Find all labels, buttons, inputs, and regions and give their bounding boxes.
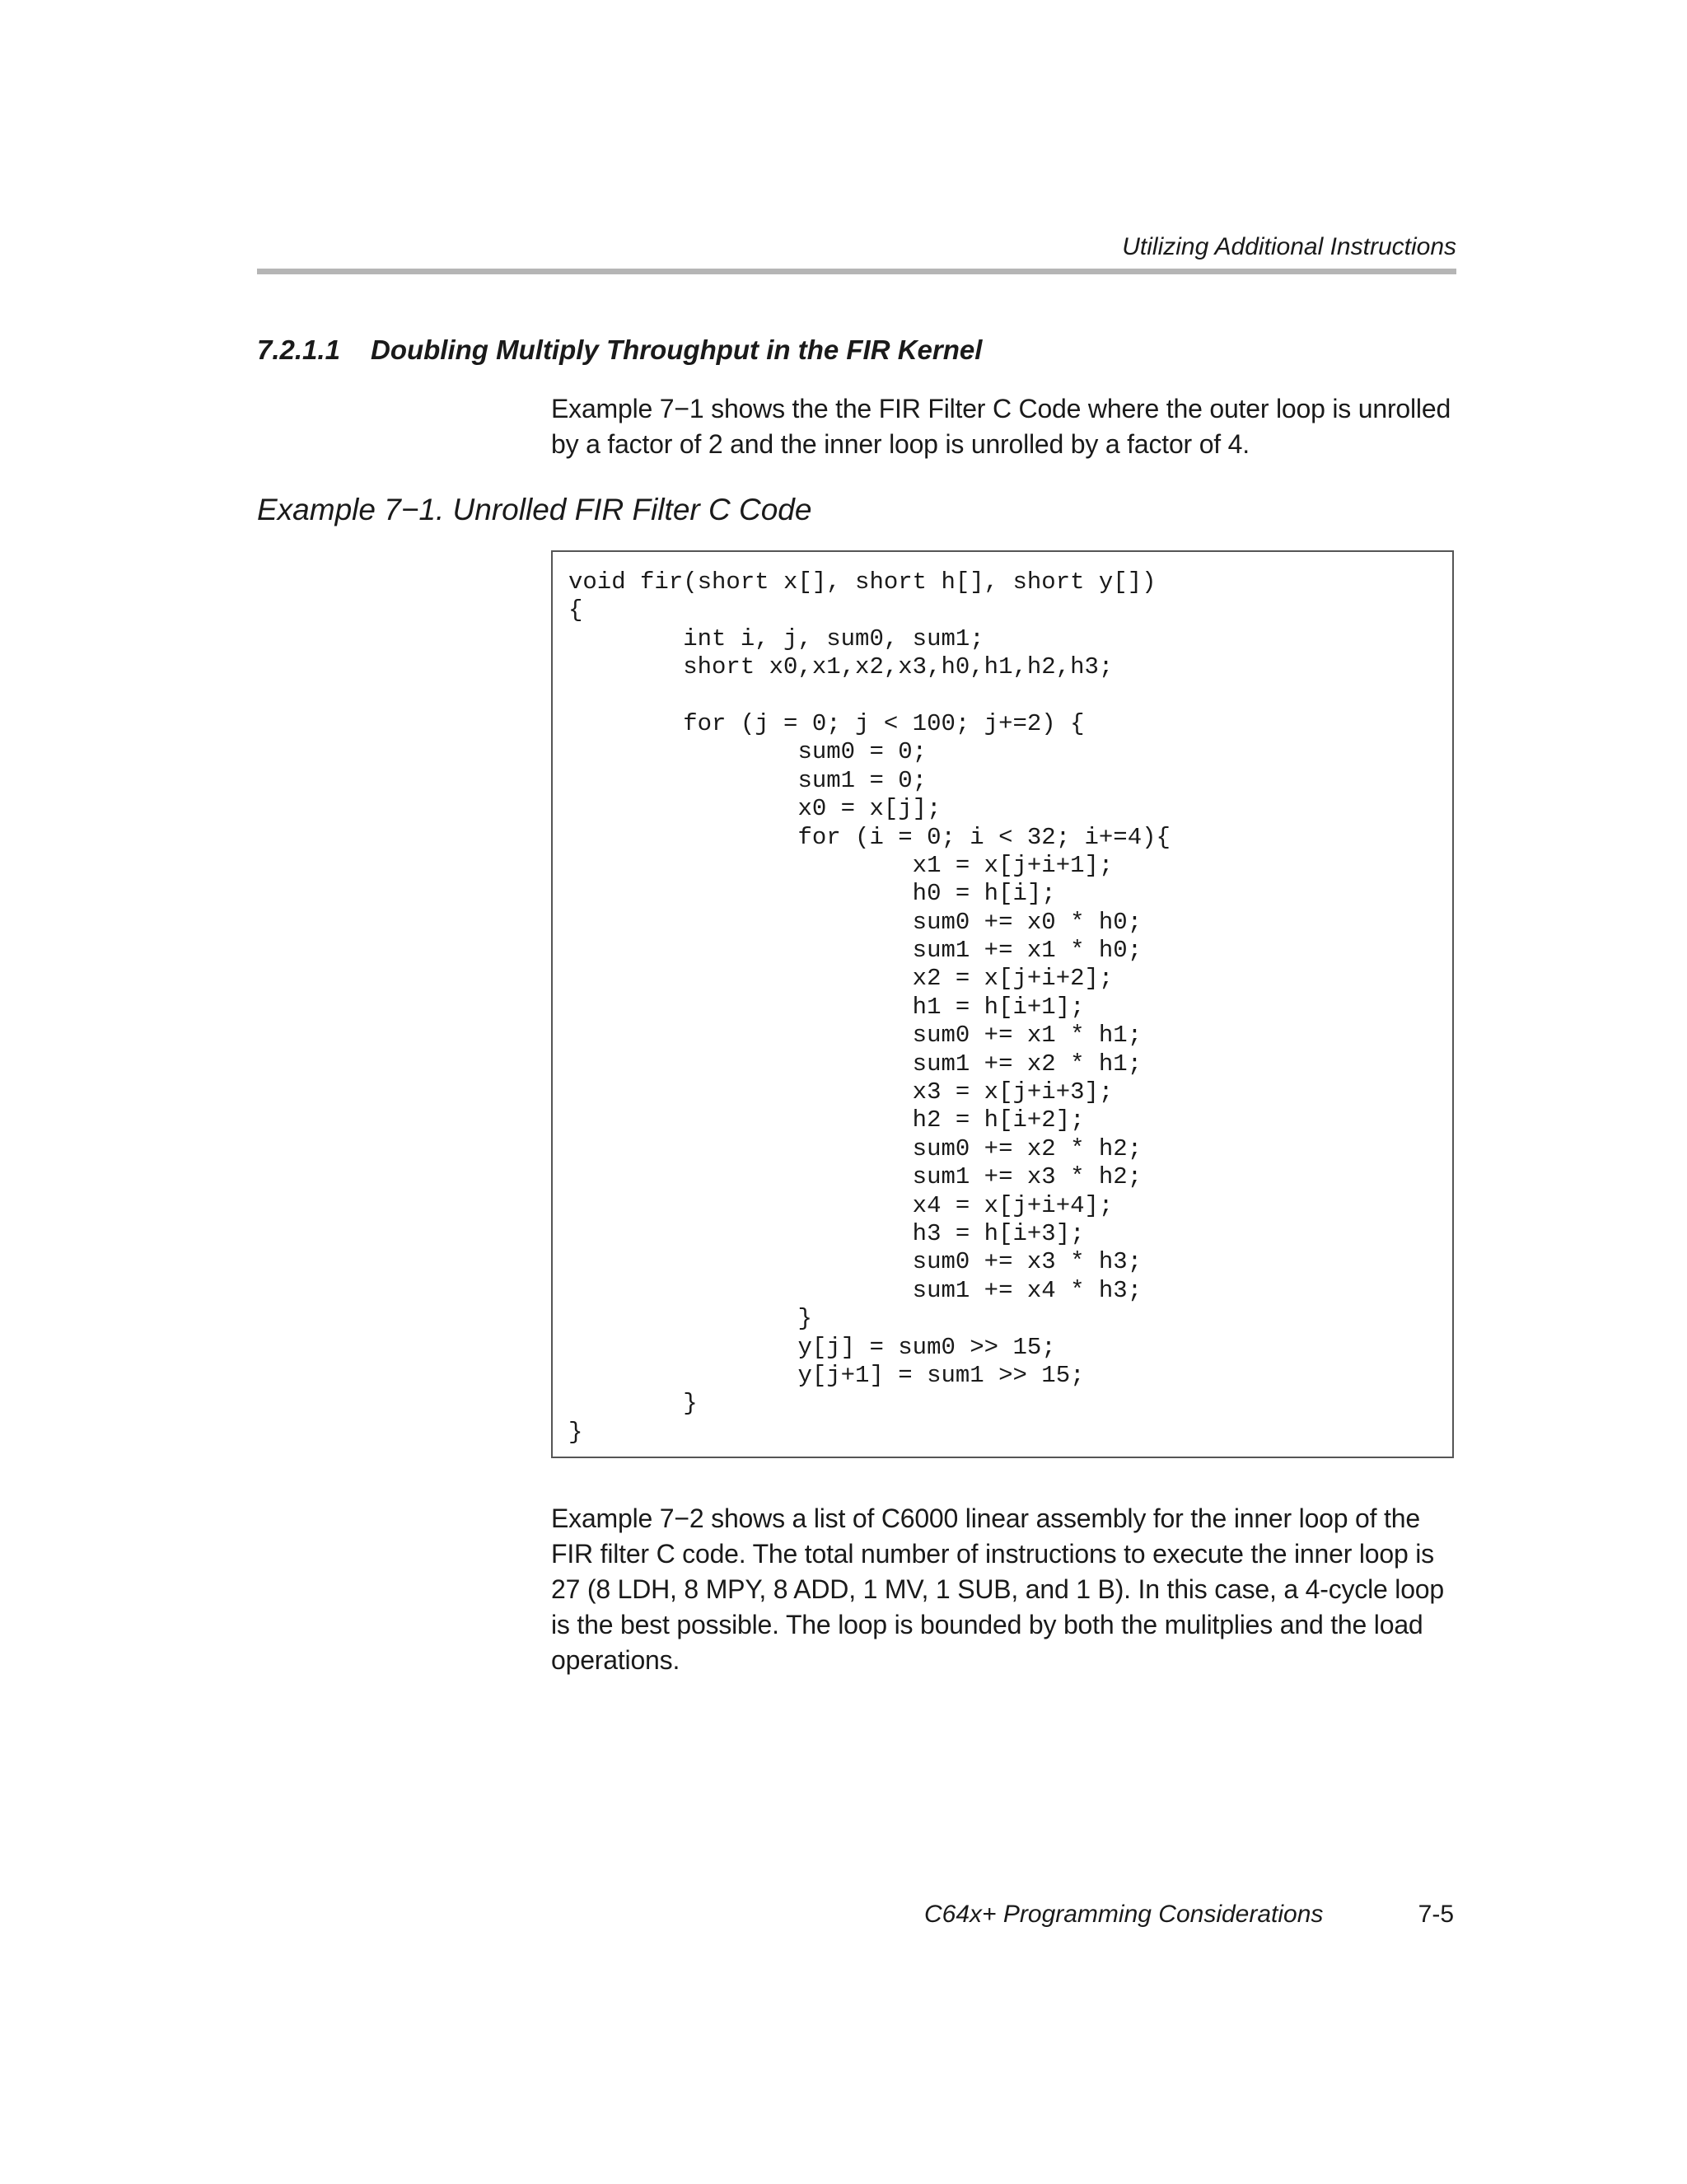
code-line: sum1 = 0; [568,766,928,794]
code-line: sum0 += x3 * h3; [568,1248,1143,1276]
code-line: x1 = x[j+i+1]; [568,851,1114,879]
header-rule [257,269,1456,274]
page-number: 7-5 [1418,1901,1454,1928]
code-line [568,682,1171,710]
followup-paragraph: Example 7−2 shows a list of C6000 linear assembly for the inner loop of the FIR filter C code. The total number of instructions to execute the inner loop is 27 (8 LDH, 8 MPY, 8 ADD, 1 MV, 1 SUB, and 1 B). In this case, a 4-cycle loop is the best possible. The loop is bounded by both the mulitplies and the load operations. [551,1504,1445,1675]
code-line: sum1 += x3 * h2; [568,1163,1143,1191]
code-line: sum0 += x0 * h0; [568,908,1143,936]
code-line: h1 = h[i+1]; [568,993,1085,1021]
code-line: x3 = x[j+i+3]; [568,1078,1114,1106]
code-line: sum0 += x1 * h1; [568,1022,1143,1050]
code-line: sum1 += x1 * h0; [568,937,1143,965]
code-line: sum0 = 0; [568,738,928,766]
section-number: 7.2.1.1 [257,334,340,365]
code-line: for (i = 0; i < 32; i+=4){ [568,823,1171,851]
code-line: h0 = h[i]; [568,880,1056,908]
code-line: void fir(short x[], short h[], short y[]) [568,568,1157,596]
section-heading [257,334,982,366]
code-listing [568,568,1171,1447]
code-line: sum1 += x2 * h1; [568,1050,1143,1078]
code-line: y[j+1] = sum1 >> 15; [568,1361,1085,1389]
code-line: x4 = x[j+i+4]; [568,1191,1114,1219]
code-line: y[j] = sum0 >> 15; [568,1333,1056,1361]
code-line: int i, j, sum0, sum1; [568,624,984,652]
code-line: { [568,596,583,624]
code-line: } [568,1418,583,1446]
code-line: for (j = 0; j < 100; j+=2) { [568,709,1085,737]
code-line: sum1 += x4 * h3; [568,1276,1143,1304]
code-line: } [568,1305,812,1333]
code-line: } [568,1390,698,1418]
intro-paragraph: Example 7−1 shows the the FIR Filter C Code where the outer loop is unrolled by a factor of 2 and the inner loop is unrolled by a factor of 4. [551,394,1451,459]
code-line: x2 = x[j+i+2]; [568,965,1114,993]
code-line: h2 = h[i+2]; [568,1106,1085,1134]
code-line: h3 = h[i+3]; [568,1219,1085,1247]
footer-book-title: C64x+ Programming Considerations [924,1901,1324,1928]
code-line: short x0,x1,x2,x3,h0,h1,h2,h3; [568,653,1114,681]
example-caption: Example 7−1. Unrolled FIR Filter C Code [257,493,812,526]
running-header: Utilizing Additional Instructions [1122,233,1456,260]
code-line: sum0 += x2 * h2; [568,1134,1143,1162]
code-line: x0 = x[j]; [568,795,942,823]
code-box [551,550,1454,1458]
section-title: Doubling Multiply Throughput in the FIR Kernel [371,334,983,365]
